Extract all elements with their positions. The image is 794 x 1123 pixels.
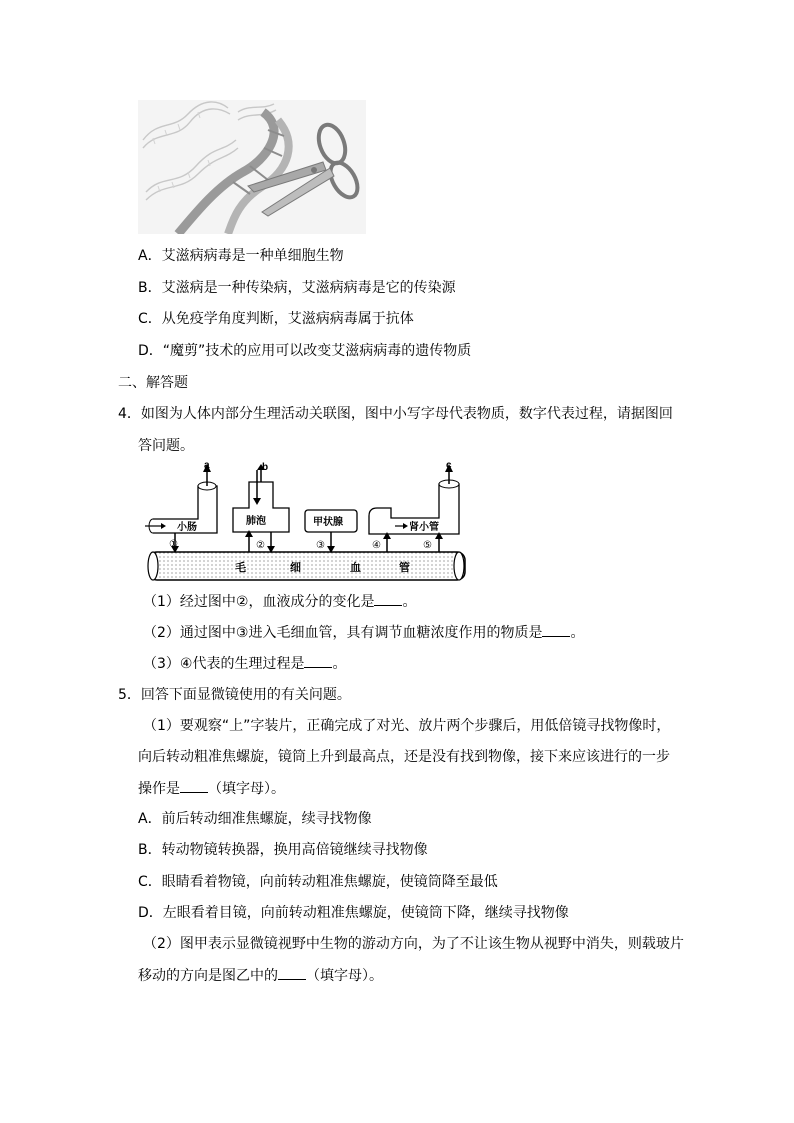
organ-alveoli: 肺泡 bbox=[246, 516, 266, 527]
q4-sub2-post: 。 bbox=[570, 625, 585, 641]
q5-sub2-line2-pre: 移动的方向是图乙中的 bbox=[138, 968, 278, 984]
q5-sub1-line1: （1）要观察“上”字装片，正确完成了对光、放片两个步骤后，用低倍镜寻找物像时， bbox=[143, 718, 671, 734]
q5-sub1-line3 bbox=[138, 778, 285, 799]
answer-blank[interactable] bbox=[180, 778, 208, 793]
q4-sub2-pre: （2）通过图中③进入毛细血管，具有调节血糖浓度作用的物质是 bbox=[143, 625, 543, 641]
q4-sub3 bbox=[143, 653, 346, 674]
q4-sub3-post: 。 bbox=[332, 656, 347, 672]
q3-option-b: B．艾滋病是一种传染病，艾滋病病毒是它的传染源 bbox=[138, 280, 456, 296]
organ-thyroid: 甲状腺 bbox=[313, 517, 343, 528]
num-2: ② bbox=[256, 540, 265, 551]
q5-sub2-line2 bbox=[138, 965, 383, 986]
dna-scissors-image bbox=[138, 100, 366, 234]
organ-small-intestine: 小肠 bbox=[177, 522, 197, 533]
q5-sub2-line1: （2）图甲表示显微镜视野中生物的游动方向，为了不让该生物从视野中消失，则载玻片 bbox=[143, 936, 684, 952]
q3-option-c: C．从免疫学角度判断，艾滋病病毒属于抗体 bbox=[138, 311, 414, 327]
q5-sub1-line2: 向后转动粗准焦螺旋，镜筒上升到最高点，还是没有找到物像，接下来应该进行的一步 bbox=[138, 749, 670, 765]
answer-blank[interactable] bbox=[542, 622, 570, 637]
num-4: ④ bbox=[372, 540, 381, 551]
vessel-char-2: 细 bbox=[290, 562, 301, 574]
q3-option-d: D．“魔剪”技术的应用可以改变艾滋病病毒的遗传物质 bbox=[138, 343, 472, 359]
letter-b: b bbox=[262, 462, 269, 473]
q5-sub1-line3-post: （填字母）。 bbox=[208, 781, 285, 797]
q4-stem-line2: 答问题。 bbox=[138, 438, 194, 454]
letter-c: c bbox=[446, 460, 452, 471]
answer-blank[interactable] bbox=[304, 653, 332, 668]
q4-sub1 bbox=[143, 591, 416, 612]
q4-sub1-post: 。 bbox=[402, 594, 417, 610]
vessel-char-4: 管 bbox=[399, 562, 410, 574]
q5-option-b: B．转动物镜转换器，换用高倍镜继续寻找物像 bbox=[138, 842, 428, 858]
q4-sub3-pre: （3）④代表的生理过程是 bbox=[143, 656, 305, 672]
answer-blank[interactable] bbox=[278, 965, 306, 980]
q4-stem-line1: 4．如图为人体内部分生理活动关联图，图中小写字母代表物质，数字代表过程，请据图回 bbox=[118, 406, 673, 422]
q5-option-a: A．前后转动细准焦螺旋，续寻找物像 bbox=[138, 811, 372, 827]
q4-sub2 bbox=[143, 622, 584, 643]
q4-sub1-pre: （1）经过图中②，血液成分的变化是 bbox=[143, 594, 375, 610]
letter-a: a bbox=[204, 460, 210, 471]
num-1: ① bbox=[169, 539, 178, 550]
vessel-char-1: 毛 bbox=[235, 562, 246, 574]
q5-stem: 5．回答下面显微镜使用的有关问题。 bbox=[118, 687, 351, 703]
num-5: ⑤ bbox=[423, 540, 432, 551]
organ-kidney-tubule: 肾小管 bbox=[409, 522, 439, 533]
answer-blank[interactable] bbox=[374, 591, 402, 606]
q5-option-d: D．左眼看着目镜，向前转动粗准焦螺旋，使镜筒下降，继续寻找物像 bbox=[138, 905, 569, 921]
section-title: 二、解答题 bbox=[118, 375, 188, 391]
num-3: ③ bbox=[316, 540, 325, 551]
vessel-char-3: 血 bbox=[350, 562, 361, 574]
q5-sub2-line2-post: （填字母）。 bbox=[306, 968, 383, 984]
q5-option-c: C．眼睛看着物镜，向前转动粗准焦螺旋，使镜筒降至最低 bbox=[138, 874, 498, 890]
physiology-diagram bbox=[143, 460, 469, 584]
q5-sub1-line3-pre: 操作是 bbox=[138, 781, 180, 797]
q3-option-a: A．艾滋病病毒是一种单细胞生物 bbox=[138, 248, 344, 264]
